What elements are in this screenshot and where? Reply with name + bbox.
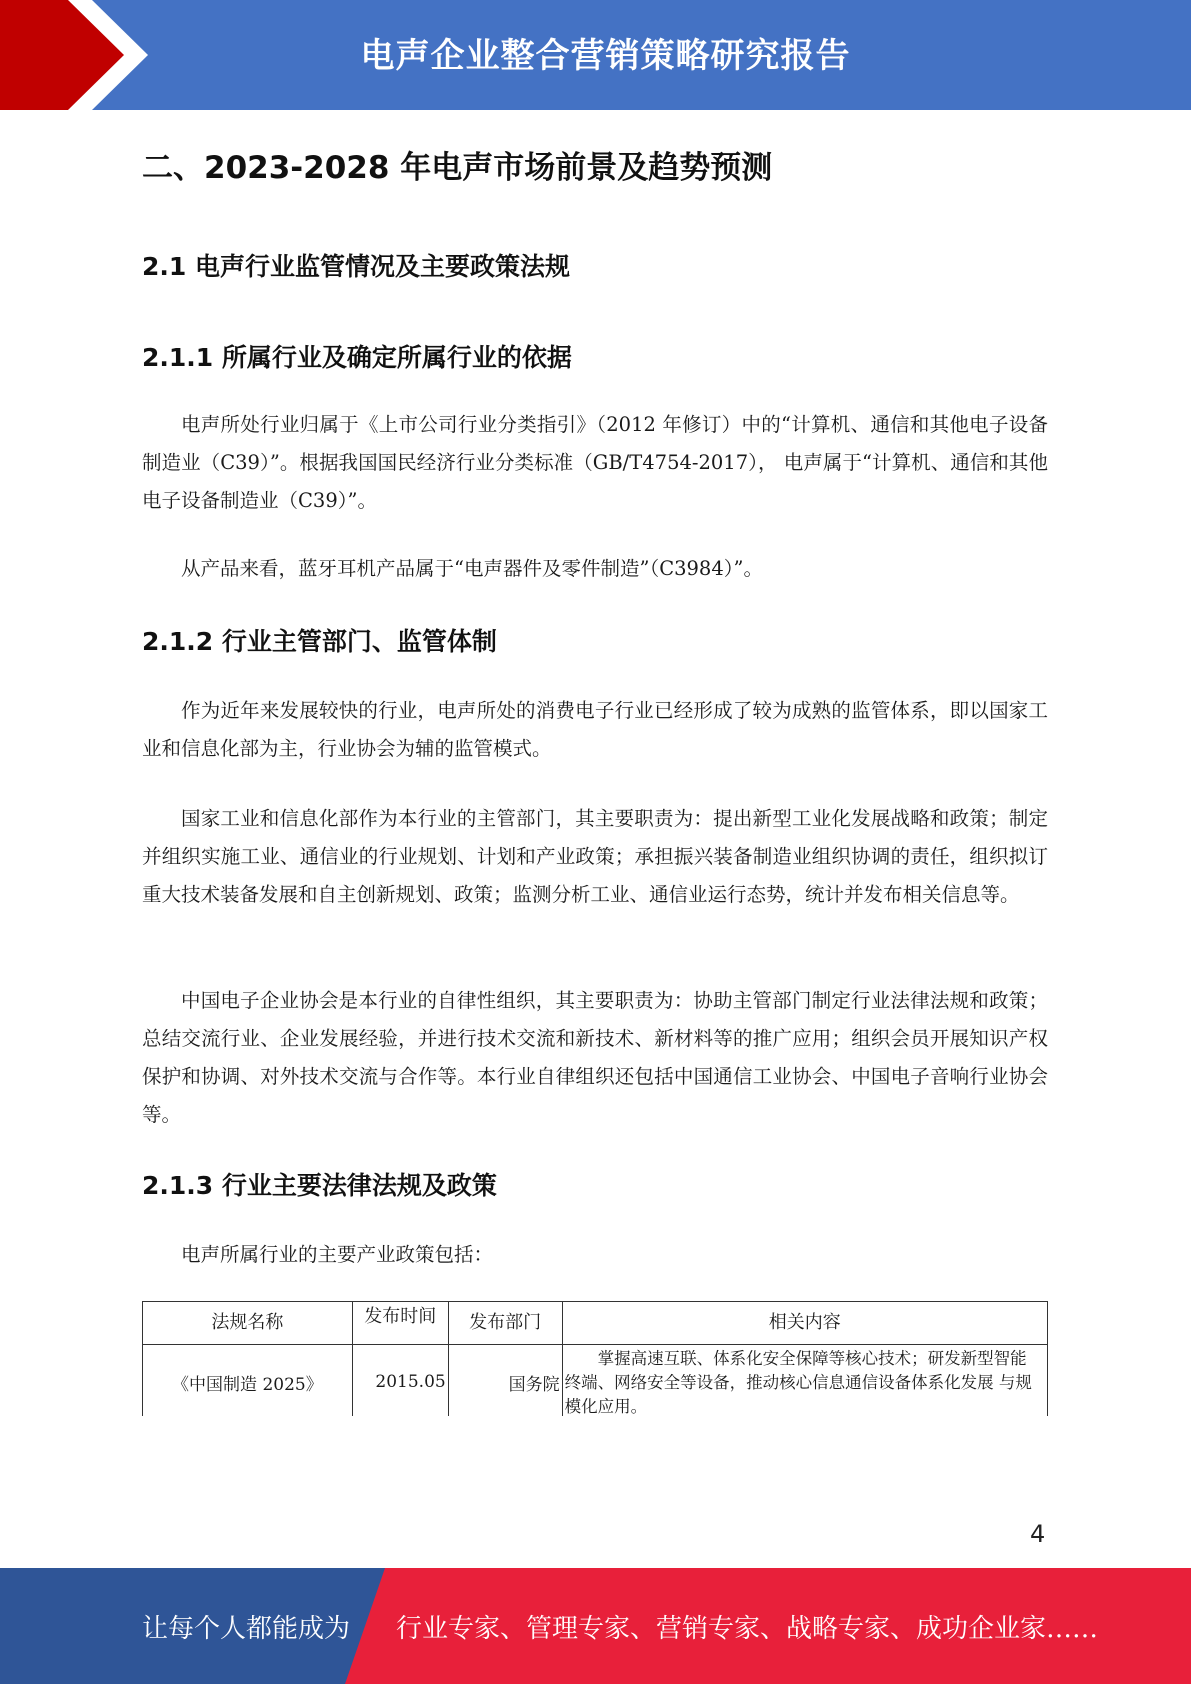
subsection-heading-2-1-1: 2.1.1 所属行业及确定所属行业的依据 [142,343,572,372]
paragraph: 电声所处行业归属于《上市公司行业分类指引》（2012 年修订）中的“计算机、通信和其他电子设备制造业（C39）”。根据我国国民经济行业分类标准（GB/T4754-2017）， 电声属于“计算机、通信和其他电子设备制造业（C39）”。 [142,413,1048,512]
paragraph: 国家工业和信息化部作为本行业的主管部门，其主要职责为：提出新型工业化发展战略和政策；制定并组织实施工业、通信业的行业规划、计划和产业政策；承担振兴装备制造业组织协调的责任，组织拟订重大技术装备发展和自主创新规划、政策；监测分析工业、通信业运行态势，统计并发布相关信息等。 [142,807,1048,906]
page-number: 4 [1030,1520,1046,1548]
table-header-cell: 发布部门 [448,1302,562,1345]
subsection-heading-2-1-3: 2.1.3 行业主要法律法规及政策 [142,1171,497,1200]
policy-table [142,1301,1048,1416]
page-footer [0,1568,1191,1684]
paragraph: 从产品来看，蓝牙耳机产品属于“电声器件及零件制造”（C3984）”。 [181,557,763,580]
table-cell-content: 掌握高速互联、体系化安全保障等核心技术；研发新型智能终端、网络安全等设备，推动核心信息通信设备体系化发展 与规模化应用。 [562,1345,1047,1417]
policy-table-wrapper [142,1301,1048,1416]
footer-slogan-right: 行业专家、管理专家、营销专家、战略专家、成功企业家…… [396,1614,1099,1644]
subsection-heading-2-1-2: 2.1.2 行业主管部门、监管体制 [142,627,497,656]
report-title: 电声企业整合营销策略研究报告 [360,36,851,76]
table-row [143,1345,1048,1417]
table-cell-date: 2015.05 [352,1345,448,1417]
paragraph: 电声所属行业的主要产业政策包括： [181,1243,494,1266]
section-heading: 二、2023-2028 年电声市场前景及趋势预测 [142,150,773,186]
footer-slogan-left: 让每个人都能成为 [142,1614,351,1644]
paragraph: 中国电子企业协会是本行业的自律性组织，其主要职责为：协助主管部门制定行业法律法规和政策；总结交流行业、企业发展经验，并进行技术交流和新技术、新材料等的推广应用；组织会员开展知识产权保护和协调、对外技术交流与合作等。本行业自律组织还包括中国通信工业协会、中国电子音响行业协会等。 [142,989,1048,1126]
table-header-cell: 相关内容 [562,1302,1047,1345]
paragraph: 作为近年来发展较快的行业，电声所处的消费电子行业已经形成了较为成熟的监管体系，即以国家工业和信息化部为主，行业协会为辅的监管模式。 [142,699,1048,760]
table-cell-dept: 国务院 [448,1345,562,1417]
table-header-cell: 发布时间 [352,1302,448,1345]
table-header-cell: 法规名称 [143,1302,353,1345]
table-cell-name: 《中国制造 2025》 [143,1345,353,1417]
table-header-row [143,1302,1048,1345]
subsection-heading-2-1: 2.1 电声行业监管情况及主要政策法规 [142,252,570,281]
page-header [0,0,1191,110]
